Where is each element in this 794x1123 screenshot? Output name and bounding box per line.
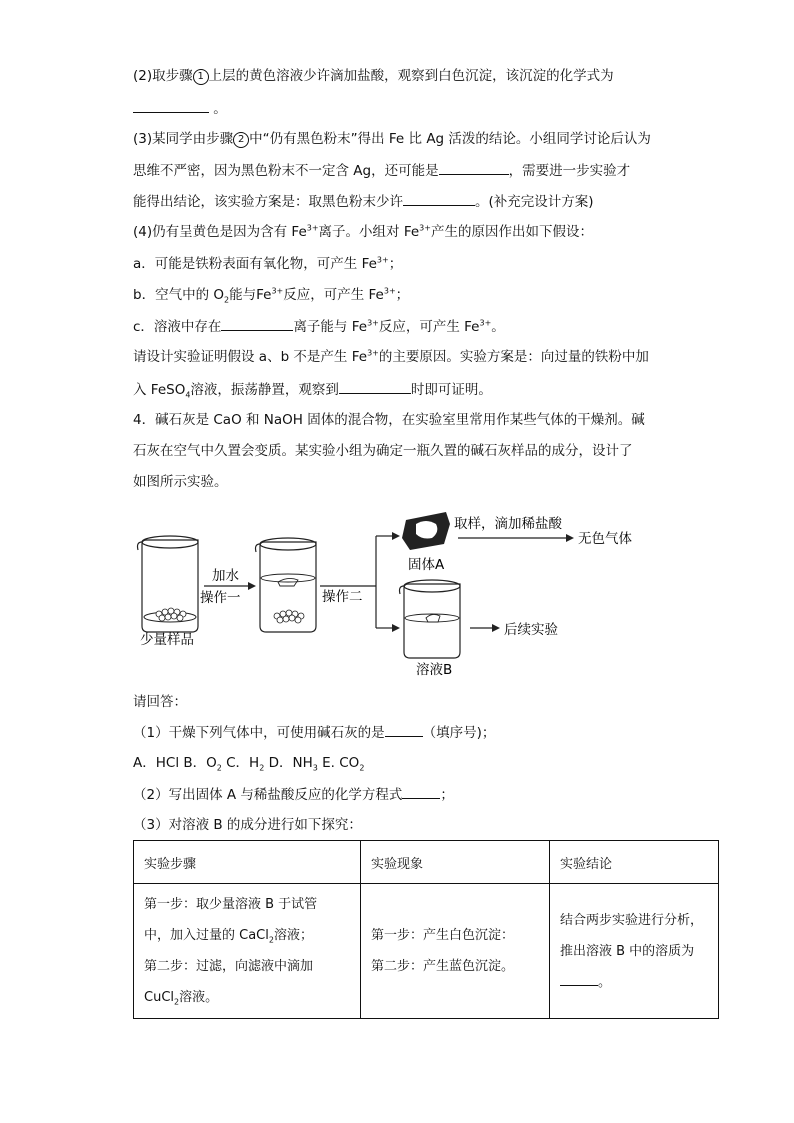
design-line1 bbox=[133, 347, 649, 367]
design2c: 时即可证明。 bbox=[410, 382, 492, 398]
hyp-c-end: 。 bbox=[491, 319, 505, 335]
beaker-1 bbox=[138, 536, 199, 632]
subq2-line bbox=[133, 784, 454, 805]
con-line3 bbox=[560, 967, 708, 998]
fe3-sup: 3+ bbox=[367, 348, 379, 358]
design-blank[interactable] bbox=[339, 379, 411, 394]
o2-sub: 2 bbox=[224, 295, 230, 305]
hyp-c-text1: c．溶液中存在 bbox=[133, 319, 222, 335]
op1-label: 操作一 bbox=[200, 590, 241, 606]
hyp-b-end: ； bbox=[395, 287, 410, 303]
q3-l2a: 思维不严密，因为黑色粉末不一定含 Ag，还可能是 bbox=[133, 163, 439, 179]
hypothesis-c bbox=[133, 316, 505, 337]
sub: 2 bbox=[174, 997, 180, 1007]
step-line1: 第一步：取少量溶液 B 于试管 bbox=[144, 897, 318, 912]
q3-line1 bbox=[133, 129, 651, 149]
q3-text-a: (3)某同学由步骤 bbox=[133, 131, 234, 147]
opt-e: E. CO bbox=[317, 755, 360, 771]
q3-text-b: 中“仍有黑色粉末”得出 Fe 比 Ag 活泼的结论。小组同学讨论后认为 bbox=[249, 131, 651, 147]
options-text: A．HCl B．O bbox=[133, 755, 217, 771]
q2-text: (2)取步骤 bbox=[133, 68, 193, 84]
solid-a-label: 固体A bbox=[408, 557, 445, 573]
q3-l3a: 能得出结论，该实验方案是：取黑色粉末少许 bbox=[133, 194, 403, 210]
subq1-blank[interactable] bbox=[385, 722, 423, 737]
sub: 2 bbox=[259, 763, 265, 773]
header-phenomenon: 实验现象 bbox=[361, 841, 550, 884]
experiment-table bbox=[133, 840, 719, 1019]
p4-line1: 4．碱石灰是 CaO 和 NaOH 固体的混合物，在实验室里常用作某些气体的干燥剂。碱 bbox=[133, 412, 645, 428]
hyp-c-text2: 离子能与 Fe bbox=[293, 319, 368, 335]
fe3-sup: 3+ bbox=[271, 286, 284, 296]
circled-number-2: 2 bbox=[233, 132, 249, 148]
fe3-sup: 3+ bbox=[419, 223, 431, 233]
q2-text2: 上层的黄色溶液少许滴加盐酸，观察到白色沉淀，该沉淀的化学式为 bbox=[208, 68, 614, 84]
branch-arrow-up bbox=[392, 532, 400, 540]
design2a: 入 FeSO bbox=[133, 382, 186, 398]
options-line bbox=[133, 753, 364, 773]
opt-d: D．NH bbox=[264, 755, 313, 771]
beaker-3 bbox=[400, 580, 461, 658]
fe3-sup: 3+ bbox=[367, 318, 379, 328]
add-water-label: 加水 bbox=[212, 568, 239, 584]
hyp-c-text3: 反应，可产生 Fe bbox=[378, 319, 480, 335]
con-line1: 结合两步实验进行分析， bbox=[560, 912, 704, 928]
step-line3: 第二步：过滤，向滤液中滴加 bbox=[144, 959, 314, 974]
design1b: 的主要原因。实验方案是：向过量的铁粉中加 bbox=[378, 349, 649, 365]
q2-blank[interactable] bbox=[133, 98, 209, 113]
text: 溶液； bbox=[273, 928, 313, 943]
header-conclusion: 实验结论 bbox=[550, 841, 719, 884]
hypothesis-b bbox=[133, 285, 409, 305]
hyp-b-text2: 能与Fe bbox=[229, 287, 272, 303]
cell-steps bbox=[134, 884, 361, 1019]
q4-line bbox=[133, 222, 593, 242]
header-steps: 实验步骤 bbox=[134, 841, 361, 884]
sub: 3 bbox=[312, 763, 318, 773]
take-sample-label: 取样，滴加稀盐酸 bbox=[454, 516, 562, 532]
q4-text-a: (4)仍有呈黄色是因为含有 Fe bbox=[133, 224, 307, 240]
p4-line2: 石灰在空气中久置会变质。某实验小组为确定一瓶久置的碱石灰样品的成分，设计了 bbox=[133, 443, 633, 459]
obs-line1: 第一步：产生白色沉淀： bbox=[371, 928, 515, 943]
text: 。 bbox=[598, 974, 612, 990]
op2-label: 操作二 bbox=[322, 589, 363, 605]
followup-label: 后续实验 bbox=[504, 622, 558, 638]
sub: 2 bbox=[268, 935, 274, 945]
hyp-a-text: a．可能是铁粉表面有氧化物，可产生 Fe bbox=[133, 256, 377, 272]
so4-sub: 4 bbox=[185, 390, 191, 400]
table-row bbox=[134, 884, 719, 1019]
design1a: 请设计实验证明假设 a、b 不是产生 Fe bbox=[133, 349, 368, 365]
sub: 2 bbox=[359, 763, 365, 773]
q3-blank1[interactable] bbox=[439, 160, 509, 175]
q4-text-b: 离子。小组对 Fe bbox=[318, 224, 420, 240]
opt-c: C．H bbox=[221, 755, 260, 771]
hyp-b-text3: 反应，可产生 Fe bbox=[283, 287, 384, 303]
q3-line3 bbox=[133, 191, 594, 212]
conclusion-blank[interactable] bbox=[560, 971, 598, 986]
q4-text-c: 产生的原因作出如下假设： bbox=[430, 224, 593, 240]
design-line2 bbox=[133, 379, 492, 400]
cell-phenomenon bbox=[361, 884, 550, 1019]
hyp-a-end: ； bbox=[388, 256, 403, 272]
solution-b-label: 溶液B bbox=[416, 662, 453, 678]
cell-conclusion bbox=[550, 884, 719, 1019]
sample-label: 少量样品 bbox=[140, 632, 194, 648]
fe3-sup: 3+ bbox=[383, 286, 396, 296]
text: 溶液。 bbox=[179, 990, 219, 1005]
q2-end: 。 bbox=[213, 101, 227, 117]
subq1-text: （1）干燥下列气体中，可使用碱石灰的是 bbox=[133, 725, 385, 741]
con-line2: 推出溶液 B 中的溶质为 bbox=[560, 943, 695, 959]
subq2-blank[interactable] bbox=[402, 784, 440, 799]
q3-l2b: ，需要进一步实验才 bbox=[508, 163, 631, 179]
sample-pellets bbox=[156, 608, 186, 621]
q2-answer-line bbox=[133, 98, 227, 119]
hyp-c-blank[interactable] bbox=[221, 316, 293, 331]
step-line2 bbox=[144, 920, 350, 951]
answer-prompt: 请回答： bbox=[133, 694, 187, 710]
p4-line3: 如图所示实验。 bbox=[133, 474, 228, 490]
branch-arrow-down bbox=[392, 624, 400, 632]
solid-a-icon bbox=[402, 512, 450, 550]
fe3-sup: 3+ bbox=[479, 318, 492, 328]
subq1-line bbox=[133, 722, 495, 743]
arrow-followup-head bbox=[492, 624, 500, 632]
q3-blank2[interactable] bbox=[403, 191, 475, 206]
subq3-line: （3）对溶液 B 的成分进行如下探究： bbox=[133, 817, 362, 833]
obs-line2: 第二步：产生蓝色沉淀。 bbox=[371, 959, 515, 974]
colorless-gas-label: 无色气体 bbox=[578, 531, 632, 547]
text: CuCl bbox=[144, 990, 175, 1005]
text: 中，加入过量的 CaCl bbox=[144, 928, 269, 943]
table-header-row bbox=[134, 841, 719, 884]
step-line4 bbox=[144, 982, 350, 1013]
experiment-diagram bbox=[130, 500, 670, 680]
q3-l3b: 。(补充完设计方案) bbox=[475, 194, 594, 210]
beaker-2 bbox=[256, 538, 317, 632]
subq1-end: （填序号)； bbox=[422, 725, 496, 741]
subq2-end: ； bbox=[440, 787, 454, 803]
circled-number-1: 1 bbox=[193, 69, 209, 85]
hypothesis-a bbox=[133, 254, 402, 274]
arrow-1-head bbox=[248, 582, 256, 590]
subq2-text: （2）写出固体 A 与稀盐酸反应的化学方程式 bbox=[133, 787, 403, 803]
q3-line2 bbox=[133, 160, 630, 181]
fe3-sup: 3+ bbox=[306, 223, 319, 233]
design2b: 溶液，振荡静置，观察到 bbox=[190, 382, 339, 398]
hyp-b-text1: b．空气中的 O bbox=[133, 287, 224, 303]
arrow-gas-head bbox=[566, 534, 574, 542]
sub: 2 bbox=[216, 763, 222, 773]
q2-line bbox=[133, 66, 614, 86]
fe3-sup: 3+ bbox=[376, 255, 389, 265]
